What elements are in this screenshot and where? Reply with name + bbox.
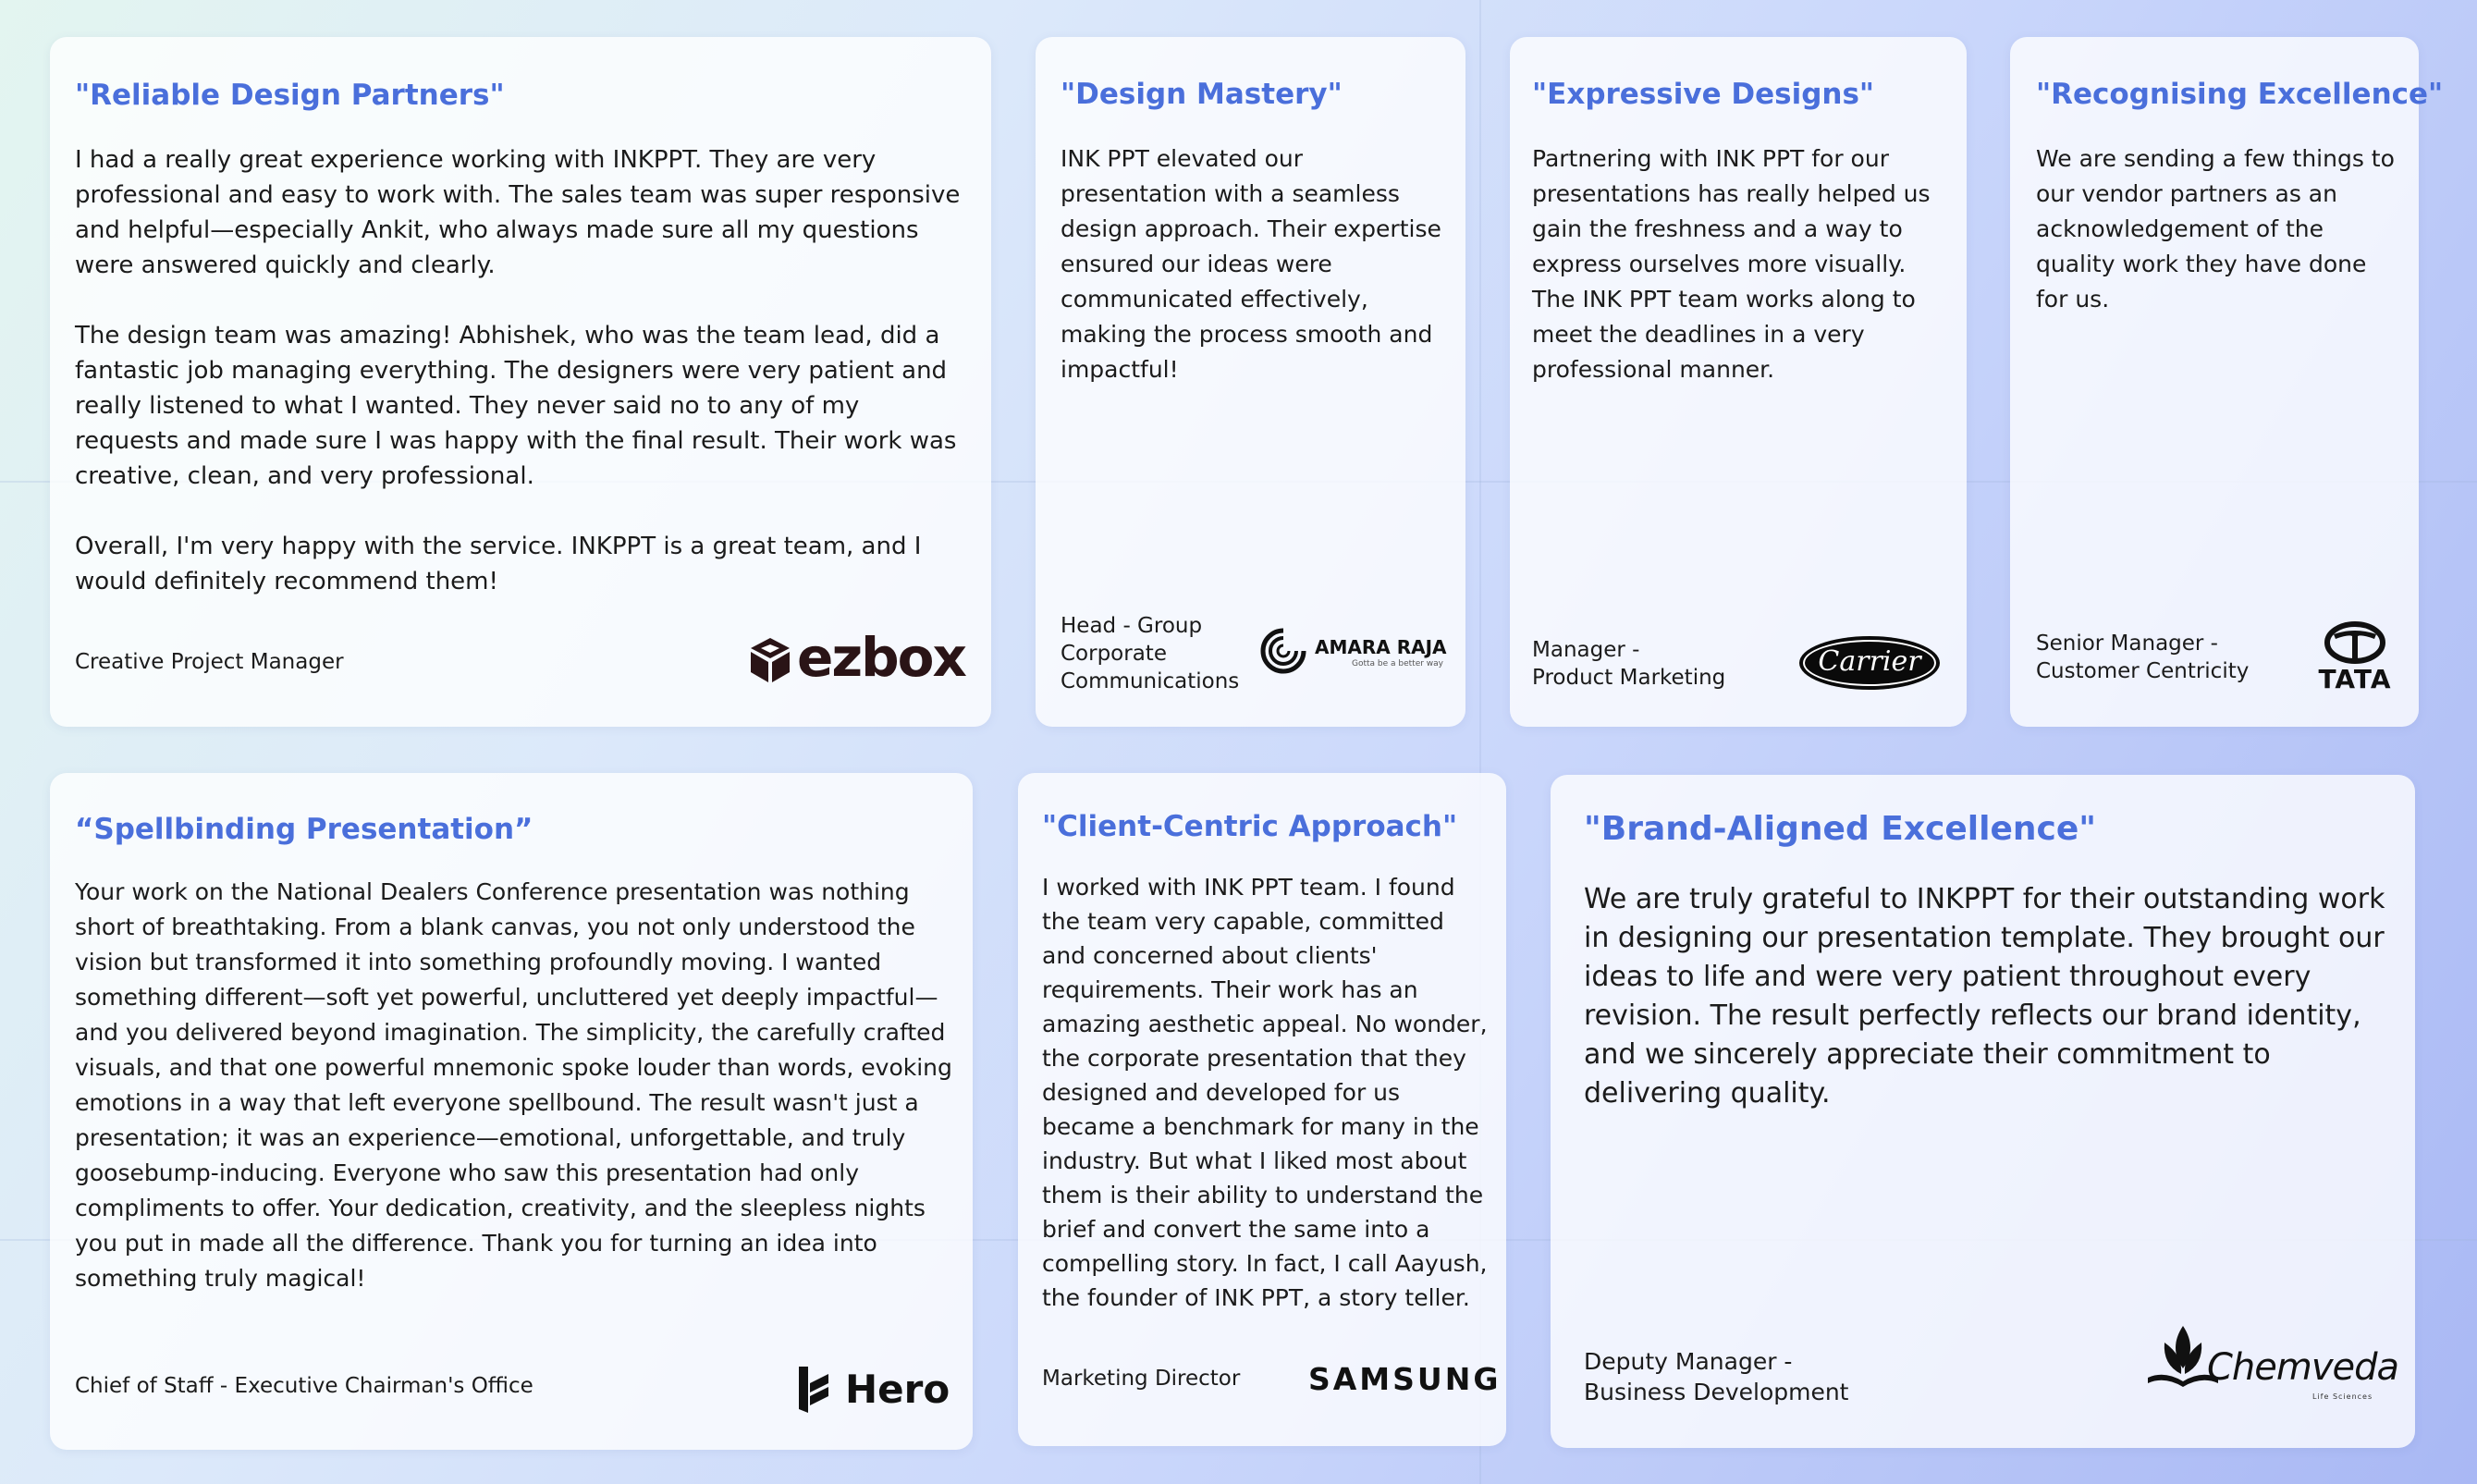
testimonial-body: Partnering with INK PPT for our presentations has really helped us gain the freshness and a way to express ourselves more visually. The INK PPT team works along to meet the deadlines in a very professional manner. [1532, 145, 1931, 383]
author-role-line: Manager - [1532, 638, 1640, 662]
tata-logo [2315, 621, 2395, 695]
testimonial-title: "Expressive Designs" [1532, 78, 1875, 111]
testimonial-paragraph: The design team was amazing! Abhishek, who was the team lead, did a fantastic job managing everything. The designers were very patient and really listened to what I wanted. They never said no to any of my requests and made sure I was happy with the final result. Their work was creative, clean, and very professional. [75, 322, 957, 490]
testimonial-title: "Reliable Design Partners" [75, 79, 505, 112]
testimonial-card-ezbox [50, 37, 991, 727]
samsung-logo [1308, 1361, 1502, 1398]
author-role-line: Communications [1061, 669, 1240, 693]
testimonial-body: Your work on the National Dealers Conference presentation was nothing short of breathtaking. From a blank canvas, you not only understood the vision but transformed it into something profoundly moving. I wanted something different—soft yet powerful, uncluttered yet deeply impactful—and you delivered beyond imagination. The simplicity, the carefully crafted visuals, and that one powerful mnemonic spoke louder than words, evoking emotions in a way that left everyone spellbound. The result wasn't just a presentation; it was an experience—emotional, unforgettable, and truly goosebump-inducing. Everyone who saw this presentation had only compliments to offer. Your dedication, creativity, and the sleepless nights you put in made all the difference. Thank you for turning an idea into something truly magical! [75, 878, 952, 1292]
testimonial-title: "Client-Centric Approach" [1042, 810, 1458, 843]
samsung-wordmark: SAMSUNG [1308, 1361, 1502, 1397]
author-role-line: Customer Centricity [2036, 659, 2250, 683]
testimonial-title: "Brand-Aligned Excellence" [1584, 810, 2097, 848]
hero-mark-icon [797, 1367, 830, 1413]
author-role: Chief of Staff - Executive Chairman's Office [75, 1374, 533, 1398]
author-role [1584, 1346, 1849, 1407]
author-role [1061, 612, 1239, 695]
tata-wordmark: TATA [2318, 664, 2392, 694]
testimonial-body: I worked with INK PPT team. I found the team very capable, committed and concerned about clients' requirements. Their work has an amazing aesthetic appeal. No wonder, the corporate presentation that they designed and developed for us became a benchmark for many in the industry. But what I liked most about them is their ability to understand the brief and convert the same into a compelling story. In fact, I call Aayush, the founder of INK PPT, a story teller. [1042, 874, 1488, 1311]
tata-emblem-icon [2324, 621, 2385, 664]
testimonial-card-tata [2010, 37, 2444, 727]
chemveda-wordmark: Chemveda [2207, 1346, 2399, 1389]
hero-logo [797, 1365, 954, 1415]
author-role-line: Business Development [1584, 1379, 1849, 1405]
amara-raja-wordmark: AMARA RAJA [1315, 636, 1447, 658]
author-role-line: Head - Group [1061, 614, 1203, 638]
testimonial-body [75, 142, 967, 599]
ezbox-logo [749, 626, 971, 689]
hero-wordmark: Hero [845, 1367, 950, 1412]
testimonial-title: “Spellbinding Presentation” [75, 813, 533, 846]
chemveda-tagline: Life Sciences [2312, 1392, 2373, 1401]
author-role-line: Corporate [1061, 642, 1167, 666]
testimonial-card-samsung [1018, 773, 1506, 1446]
amara-raja-logo [1257, 625, 1447, 681]
author-role [1532, 636, 1725, 692]
author-role-line: Deputy Manager - [1584, 1348, 1793, 1375]
ezbox-wordmark: ezbox [797, 626, 965, 689]
author-role-line: Product Marketing [1532, 666, 1726, 690]
testimonial-title: "Design Mastery" [1061, 78, 1343, 111]
testimonial-card-chemveda [1551, 775, 2415, 1448]
testimonial-title: "Recognising Excellence" [2036, 78, 2444, 111]
author-role: Creative Project Manager [75, 650, 344, 674]
testimonial-card-hero [50, 773, 973, 1450]
testimonial-body: We are truly grateful to INKPPT for their outstanding work in designing our presentation template. They brought our ideas to life and were very patient throughout every revision. The result perfectly reflects our brand identity, and we sincerely appreciate their commitment to delivering quality. [1584, 883, 2385, 1110]
amara-raja-tagline: Gotta be a better way [1352, 659, 1444, 668]
carrier-wordmark: Carrier [1818, 645, 1921, 678]
testimonial-paragraph: Overall, I'm very happy with the service. INKPPT is a great team, and I would definitely recommend them! [75, 533, 922, 595]
testimonial-card-amara-raja [1036, 37, 1465, 727]
author-role: Marketing Director [1042, 1367, 1241, 1391]
chemveda-logo [2146, 1320, 2399, 1413]
carrier-logo [1799, 636, 1940, 690]
testimonial-card-carrier [1510, 37, 1967, 727]
testimonial-body: INK PPT elevated our presentation with a seamless design approach. Their expertise ensured our ideas were communicated effectively, making the process smooth and impactful! [1061, 145, 1441, 383]
amara-raja-swirl-icon [1257, 625, 1309, 677]
testimonial-body: We are sending a few things to our vendor partners as an acknowledgement of the quality work they have done for us. [2036, 145, 2395, 313]
author-role-line: Senior Manager - [2036, 632, 2218, 656]
testimonial-paragraph: I had a really great experience working with INKPPT. They are very professional and easy to work with. The sales team was super responsive and helpful—especially Ankit, who always made sure all my questions were answered quickly and clearly. [75, 146, 961, 279]
ezbox-cube-icon [749, 636, 791, 684]
author-role [2036, 630, 2249, 685]
